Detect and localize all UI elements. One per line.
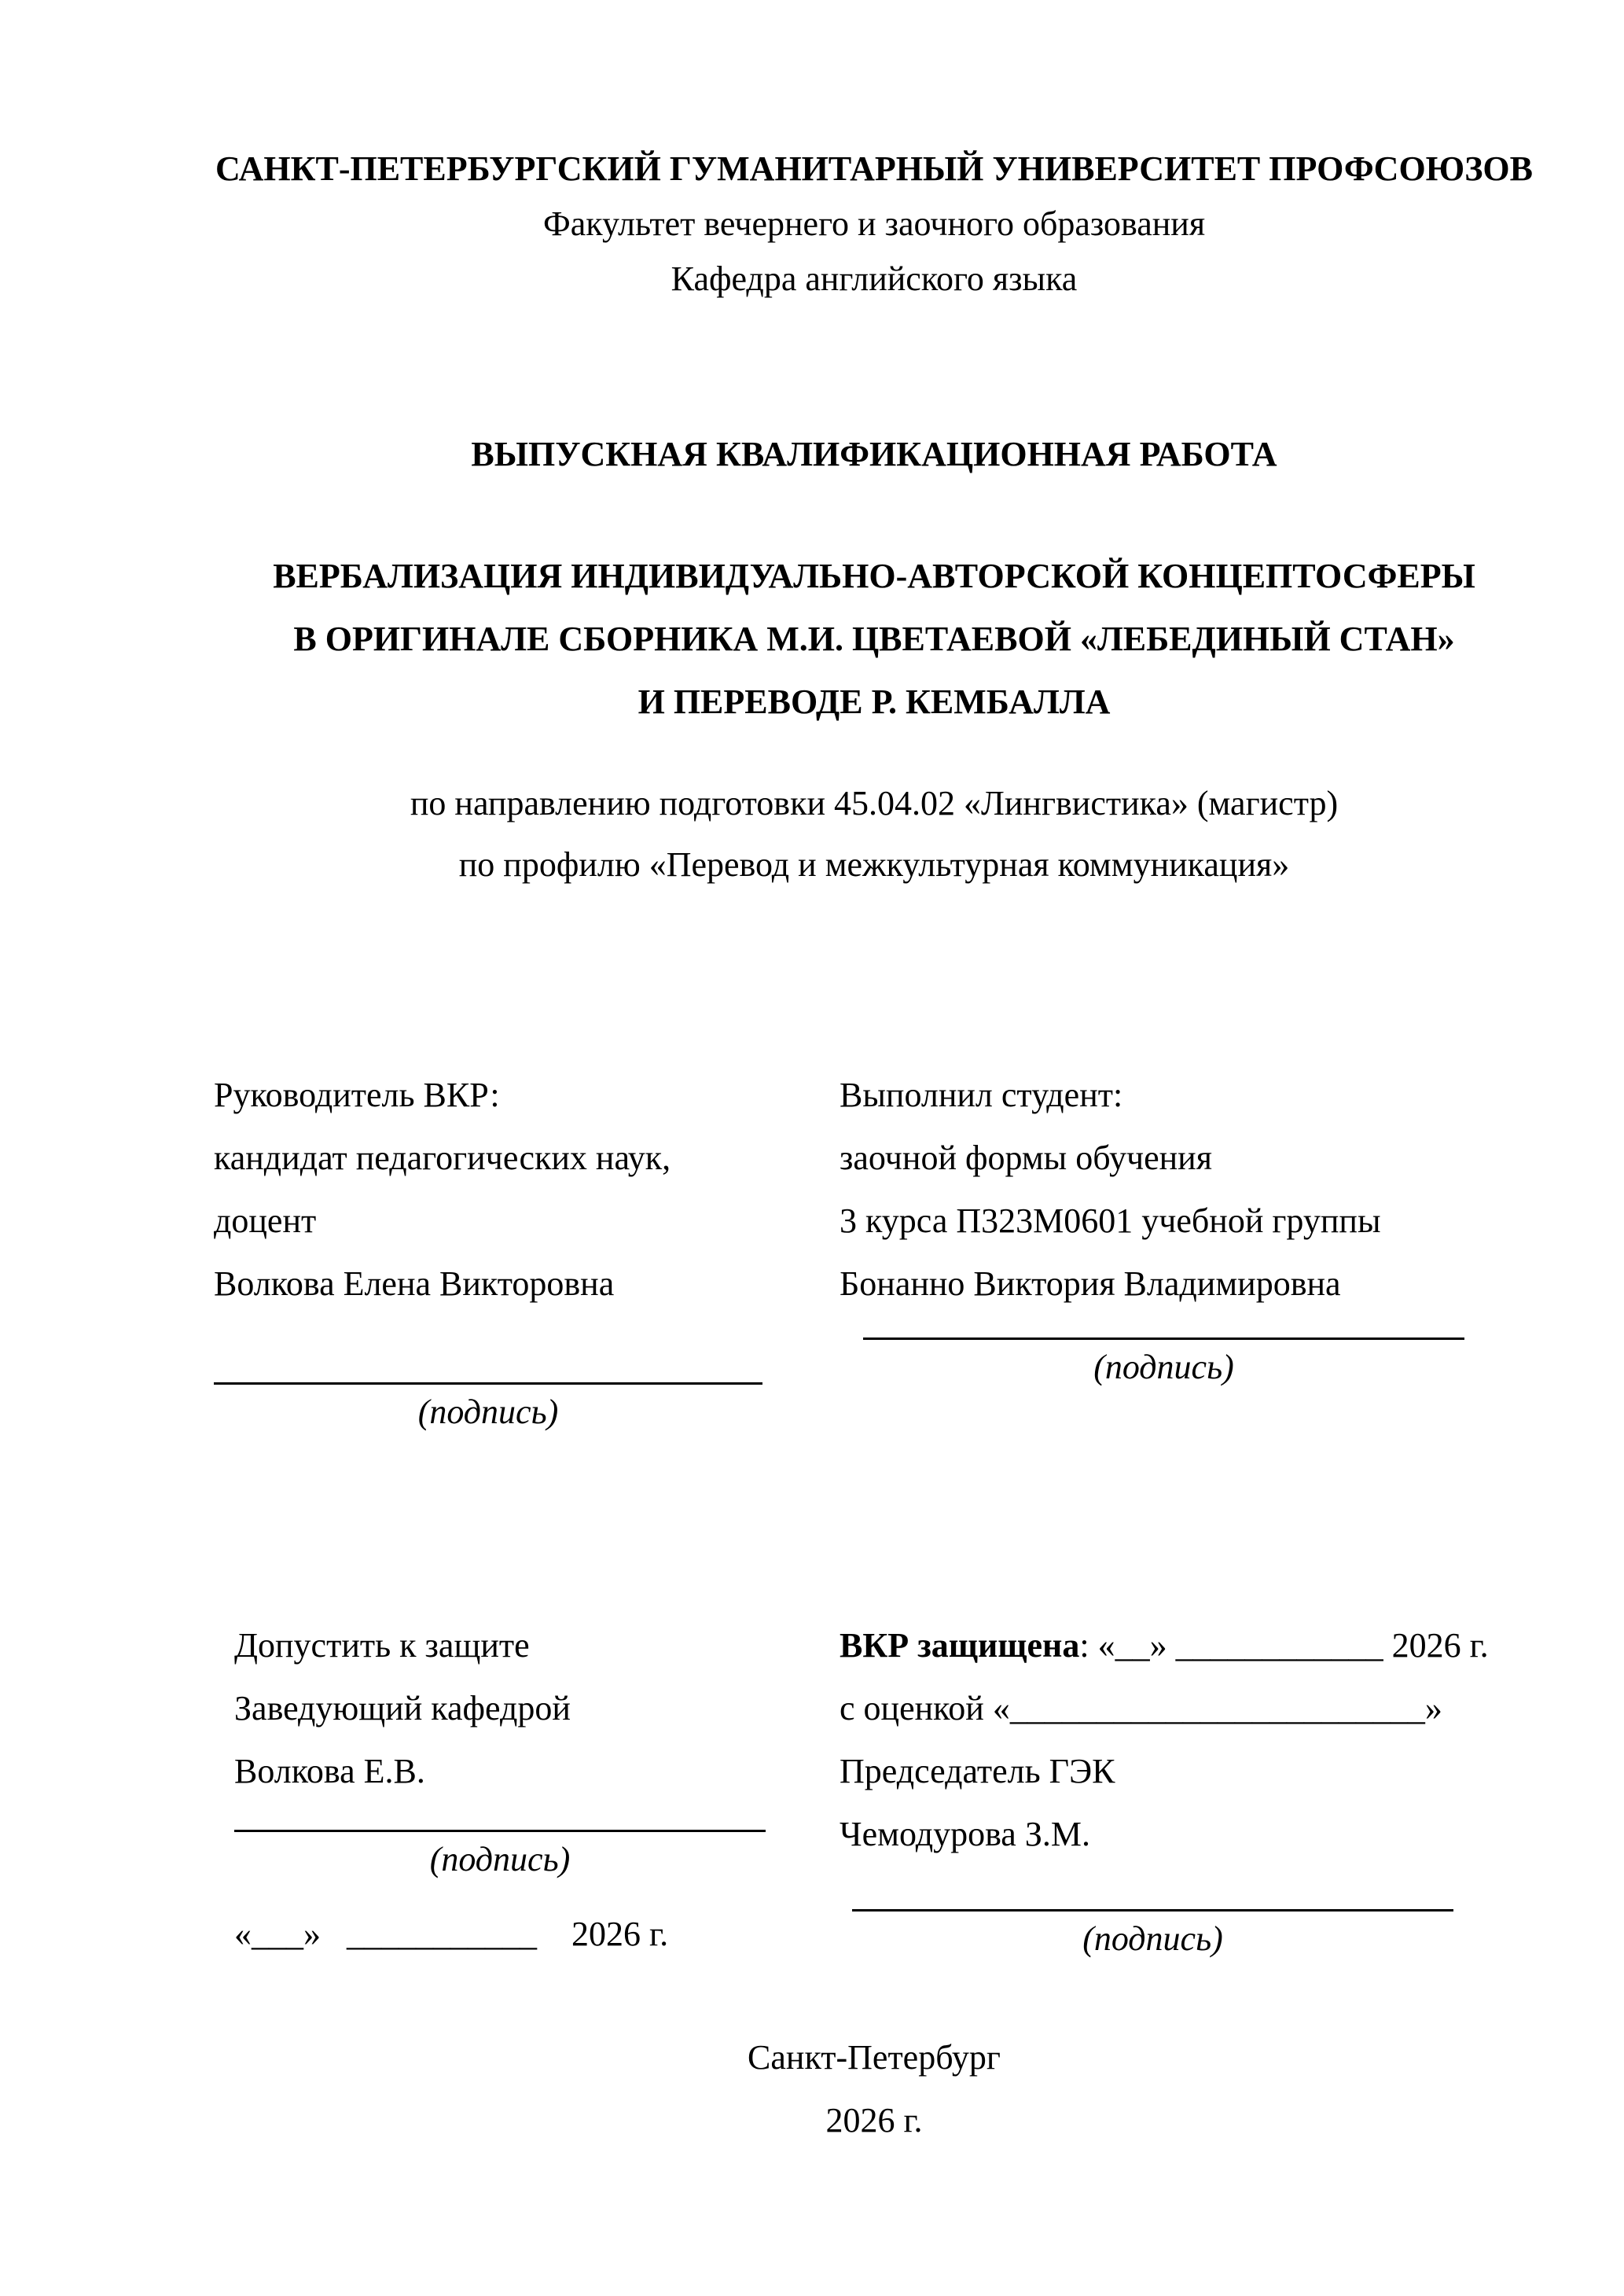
thesis-title-line-2: В ОРИГИНАЛЕ СБОРНИКА М.И. ЦВЕТАЕВОЙ «ЛЕБЕДИНЫЙ СТАН» [293, 620, 1455, 658]
thesis-title [214, 545, 1534, 734]
admission-signature-caption: (подпись) [429, 1840, 571, 1878]
admission-block [214, 1614, 792, 1966]
supervisor-name: Волкова Елена Викторовна [214, 1264, 615, 1303]
footer-city: Санкт-Петербург [748, 2038, 1001, 2077]
defense-grade-line: с оценкой «________________________» [840, 1689, 1442, 1728]
footer-year: 2026 г. [825, 2101, 923, 2140]
work-type-heading: ВЫПУСКНАЯ КВАЛИФИКАЦИОННАЯ РАБОТА [471, 435, 1277, 473]
student-signature-caption: (подпись) [1093, 1348, 1234, 1386]
gek-chair-signature-block [852, 1909, 1453, 1967]
department-head-name: Волкова Е.В. [234, 1752, 425, 1790]
program-info [214, 773, 1534, 896]
defense-date-line [840, 1614, 1534, 1677]
admission-label: Допустить к защите [234, 1626, 530, 1665]
supervisor-signature-caption: (подпись) [417, 1393, 559, 1431]
supervisor-block [214, 1064, 772, 1440]
student-label: Выполнил студент: [840, 1076, 1123, 1114]
program-profile: по профилю «Перевод и межкультурная коммуникация» [458, 845, 1290, 884]
supervisor-degree: кандидат педагогических наук, доцент [214, 1139, 671, 1240]
program-direction: по направлению подготовки 45.04.02 «Лингвистика» (магистр) [410, 784, 1339, 822]
signatures-row-bottom [214, 1614, 1534, 1967]
student-name: Бонанно Виктория Владимировна [840, 1264, 1341, 1303]
gek-chair-signature-caption: (подпись) [1082, 1919, 1223, 1958]
department-name: Кафедра английского языка [671, 259, 1078, 298]
thesis-title-line-1: ВЕРБАЛИЗАЦИЯ ИНДИВИДУАЛЬНО-АВТОРСКОЙ КОНЦЕПТОСФЕРЫ [273, 557, 1475, 595]
student-block [840, 1064, 1534, 1395]
defense-date-blank: : «__» ____________ 2026 г. [1079, 1626, 1489, 1665]
signatures-row-top [214, 1064, 1534, 1440]
defense-block [840, 1614, 1534, 1967]
supervisor-label: Руководитель ВКР: [214, 1076, 500, 1114]
gek-chair-label: Председатель ГЭК [840, 1752, 1115, 1790]
defense-label: ВКР защищена [840, 1626, 1080, 1665]
faculty-name: Факультет вечернего и заочного образования [542, 204, 1206, 243]
admission-signature-block [234, 1830, 766, 1887]
admission-date-line: «___» ___________ 2026 г. [234, 1915, 669, 1953]
supervisor-signature-block [214, 1382, 762, 1440]
university-name: САНКТ-ПЕТЕРБУРГСКИЙ ГУМАНИТАРНЫЙ УНИВЕРСИТЕТ ПРОФСОЮЗОВ [215, 149, 1534, 188]
student-study-form: заочной формы обучения [840, 1139, 1212, 1177]
department-head-label: Заведующий кафедрой [234, 1689, 571, 1728]
student-group: 3 курса П323М0601 учебной группы [840, 1201, 1381, 1240]
gek-chair-name: Чемодурова З.М. [840, 1815, 1090, 1853]
footer [214, 2026, 1534, 2152]
thesis-title-line-3: И ПЕРЕВОДЕ Р. КЕМБАЛЛА [637, 683, 1111, 721]
student-signature-block [863, 1337, 1464, 1395]
